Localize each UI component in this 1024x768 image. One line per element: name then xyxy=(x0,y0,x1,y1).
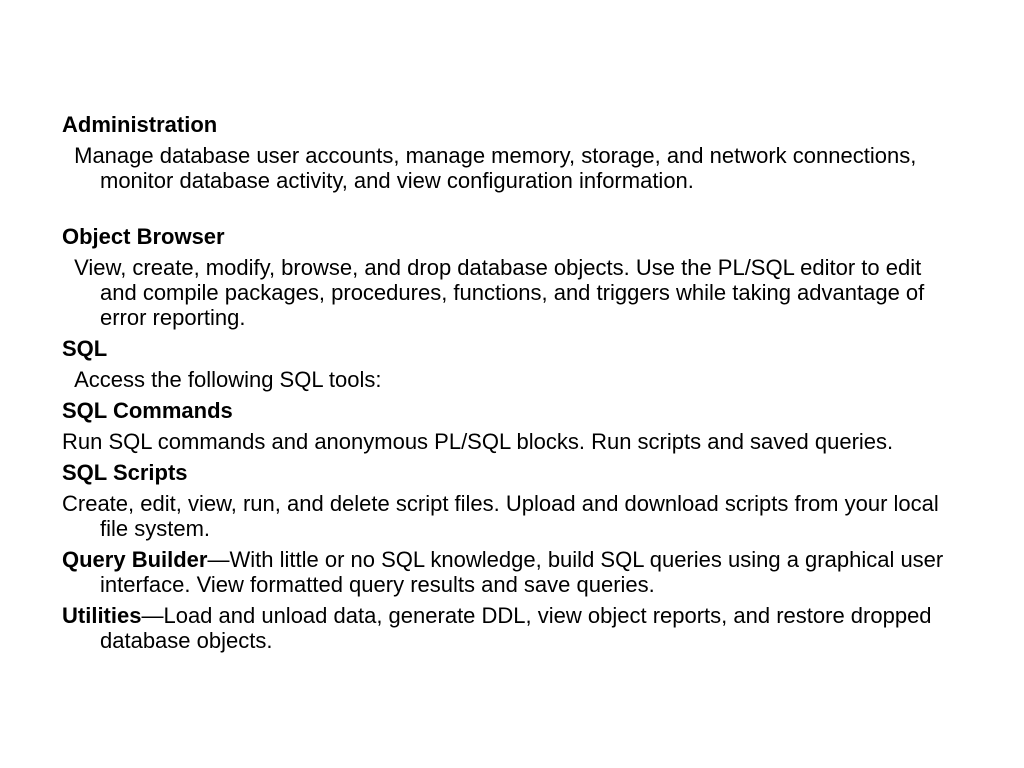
object-browser-text: View, create, modify, browse, and drop database objects. Use the PL/SQL editor to edit and compile packages, procedures, functions, and triggers while taking advantage of error reporting. xyxy=(74,255,925,330)
sql-commands-description: Run SQL commands and anonymous PL/SQL blocks. Run scripts and saved queries. xyxy=(62,429,894,454)
utilities-paragraph xyxy=(62,603,962,653)
sql-text: Access the following SQL tools: xyxy=(74,367,382,392)
query-builder-heading: Query Builder xyxy=(62,547,208,572)
utilities-text: —Load and unload data, generate DDL, view object reports, and restore dropped database objects. xyxy=(100,603,932,653)
query-builder-paragraph xyxy=(62,547,962,597)
sql-scripts-heading: SQL Scripts xyxy=(62,460,188,485)
sql-description xyxy=(62,367,962,392)
utilities-heading: Utilities xyxy=(62,603,142,628)
object-browser-heading: Object Browser xyxy=(62,224,225,249)
administration-text: Manage database user accounts, manage memory, storage, and network connections, monitor database activity, and view configuration information. xyxy=(74,143,917,193)
sql-scripts-description: Create, edit, view, run, and delete script files. Upload and download scripts from your local file system. xyxy=(62,491,939,541)
sql-heading: SQL xyxy=(62,336,108,361)
slide-content xyxy=(62,111,962,653)
administration-description xyxy=(62,143,962,193)
query-builder-text: —With little or no SQL knowledge, build SQL queries using a graphical user interface. View formatted query results and save queries. xyxy=(100,547,944,597)
object-browser-description xyxy=(62,255,962,330)
spacer xyxy=(62,193,962,223)
sql-commands-heading: SQL Commands xyxy=(62,398,233,423)
administration-heading: Administration xyxy=(62,112,218,137)
